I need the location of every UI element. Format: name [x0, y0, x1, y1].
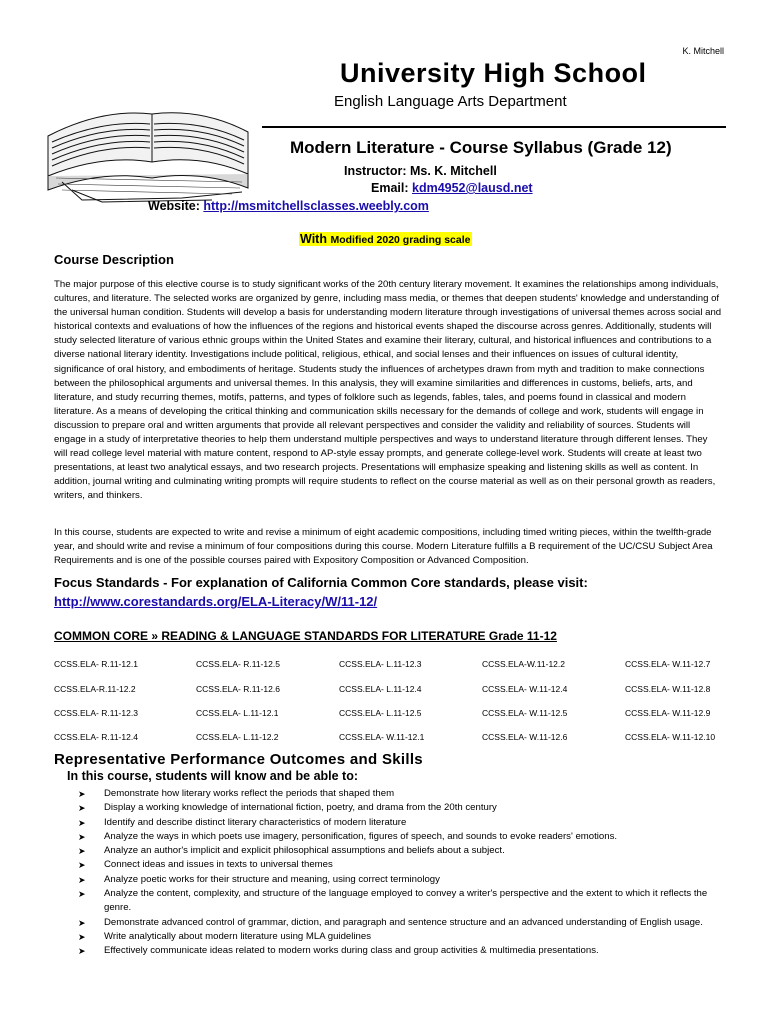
arrow-bullet-icon: ➤	[78, 946, 86, 957]
arrow-bullet-icon: ➤	[78, 817, 86, 828]
list-item	[78, 944, 728, 958]
instructor-line: Instructor: Ms. K. Mitchell	[344, 164, 497, 178]
standard-code: CCSS.ELA- L.11-12.4	[339, 684, 422, 694]
standard-code: CCSS.ELA- R.11-12.5	[196, 659, 280, 669]
list-item	[78, 887, 728, 916]
outcome-text: Write analytically about modern literature using MLA guidelines	[104, 930, 371, 942]
outcomes-subheading: In this course, students will know and be able to:	[67, 769, 359, 783]
focus-standards-heading: Focus Standards - For explanation of California Common Core standards, please visit:	[54, 575, 588, 590]
school-name: University High School	[340, 58, 647, 88]
standard-code: CCSS.ELA- W.11-12.5	[482, 708, 568, 718]
standard-code: CCSS.ELA- R.11-12.4	[54, 732, 138, 742]
outcome-text: Demonstrate advanced control of grammar, diction, and paragraph and sentence structure and an advanced understanding of English usage.	[104, 916, 703, 928]
standard-code: CCSS.ELA- W.11-12.7	[625, 659, 711, 669]
arrow-bullet-icon: ➤	[78, 917, 86, 928]
list-item	[78, 858, 728, 872]
arrow-bullet-icon: ➤	[78, 874, 86, 885]
arrow-bullet-icon: ➤	[78, 831, 86, 842]
outcome-text: Connect ideas and issues in texts to universal themes	[104, 859, 333, 871]
course-description-heading: Course Description	[54, 252, 174, 267]
list-item	[78, 801, 728, 815]
website-line	[148, 199, 429, 213]
grading-scale-note	[299, 232, 472, 246]
list-item	[78, 816, 728, 830]
standard-code: CCSS.ELA- R.11-12.3	[54, 708, 138, 718]
course-description-paragraph: The major purpose of this elective course is to study significant works of the 20th century literary movement. It examines the relationships among individuals, cultures, and literature. The selected works are organized by genre, including mass media, or themes that deepen students' knowledge and understanding of the universal human condition. Students will develop a basis for understanding modern literature through investigations of universal themes across social and historical contexts and evaluations of how the influences of the regions and historical events shaped the discourse across genres. Additionally, students will study selected literature of various ethnic groups within the United States and examine their literary, cultural, and historical influences and contributions to a diverse national literary identity. Investigations include political, religious, ethical, and social lenses and their influences on issues of cultural identity, significance of oral history, and embodiments of heritage. Students study the influences of archetypes drawn from myth and tradition to make connections between the philosophical arguments and universal themes. In this analysis, they will examine similarities and differences in customs, beliefs, arts, and literature, and study recurring themes, motifs, patterns, and types of folklore such as legends, fables, tales, and poems found in classical and modern literature. As a means of developing the critical thinking and communication skills necessary for the demands of college and work, students will engage in discussion to prepare oral and written arguments that provide all relevant perspectives and consider the validity and reliability of sources. Students will engage in a study of interpretative theories to help them understand multiple perspectives and ways to understand literature through different lenses. They will read college level material with mature content, respond to AP-style essay prompts, and generate college-level work. Students will create at least two presentations, at least two analytical essays, and two research projects. Presentations will emphasize speaking and listening skills as well as content. In addition, journal writing and culminating writing prompts will require students to reflect on the course material as well as on their personal growth as readers, writers, and thinkers.	[54, 279, 722, 502]
corestandards-link[interactable]: http://www.corestandards.org/ELA-Literacy/W/11-12/	[54, 594, 378, 609]
author-name: K. Mitchell	[682, 46, 724, 56]
composition-requirements-paragraph: In this course, students are expected to write and revise a minimum of eight academic compositions, including timed writing pieces, within the twelfth-grade year, and should write and revise a minimum of four compositions during this course. Modern Literature fulfills a B requirement of the UC/CSU Subject Area Requirements and is one of the possible courses paired with Expository Composition or Advanced Composition.	[54, 527, 713, 567]
corestandards-link-line	[54, 594, 377, 609]
standard-code: CCSS.ELA- W.11-12.1	[339, 732, 425, 742]
standard-code: CCSS.ELA-R.11-12.2	[54, 684, 136, 694]
outcome-text: Analyze an author's implicit and explicit philosophical assumptions and beliefs about a subject.	[104, 845, 505, 857]
course-title: Modern Literature - Course Syllabus (Grade 12)	[290, 138, 672, 157]
outcome-text: Analyze the content, complexity, and structure of the language employed to convey a writer's perspective and the extent to which it reflects the genre.	[104, 888, 708, 914]
standard-code: CCSS.ELA- L.11-12.3	[339, 659, 422, 669]
website-label: Website:	[148, 199, 200, 213]
list-item	[78, 844, 728, 858]
outcome-text: Analyze poetic works for their structure and meaning, using correct terminology	[104, 873, 440, 885]
standard-code: CCSS.ELA- W.11-12.8	[625, 684, 711, 694]
standard-code: CCSS.ELA- R.11-12.1	[54, 659, 138, 669]
arrow-bullet-icon: ➤	[78, 846, 86, 857]
list-item	[78, 830, 728, 844]
standard-code: CCSS.ELA- R.11-12.6	[196, 684, 280, 694]
grading-text: Modified 2020 grading scale	[330, 234, 471, 246]
standard-code: CCSS.ELA- W.11-12.10	[625, 732, 716, 742]
standard-code: CCSS.ELA-W.11-12.2	[482, 659, 565, 669]
outcomes-heading: Representative Performance Outcomes and Skills	[54, 751, 423, 768]
standard-code: CCSS.ELA- W.11-12.4	[482, 684, 568, 694]
list-item	[78, 916, 728, 930]
grading-with: With	[300, 232, 327, 246]
outcome-text: Demonstrate how literary works reflect the periods that shaped them	[104, 788, 395, 799]
arrow-bullet-icon: ➤	[78, 860, 86, 871]
header-rule	[262, 126, 726, 128]
outcome-text: Display a working knowledge of international fiction, poetry, and drama from the 20th century	[104, 802, 497, 814]
standard-code: CCSS.ELA- L.11-12.2	[196, 732, 279, 742]
website-link[interactable]: http://msmitchellsclasses.weebly.com	[203, 199, 429, 213]
outcomes-list	[78, 787, 728, 959]
arrow-bullet-icon: ➤	[78, 789, 86, 799]
list-item	[78, 930, 728, 944]
outcome-text: Effectively communicate ideas related to modern works during class and group activities & multimedia presentations.	[104, 945, 599, 957]
list-item	[78, 873, 728, 887]
standard-code: CCSS.ELA- L.11-12.1	[196, 708, 279, 718]
standard-code: CCSS.ELA- W.11-12.6	[482, 732, 568, 742]
common-core-heading: COMMON CORE » READING & LANGUAGE STANDARDS FOR LITERATURE Grade 11-12	[54, 629, 557, 643]
arrow-bullet-icon: ➤	[78, 931, 86, 942]
outcome-text: Identify and describe distinct literary characteristics of modern literature	[104, 816, 407, 828]
email-label: Email:	[371, 181, 409, 195]
department-name: English Language Arts Department	[334, 93, 567, 110]
arrow-bullet-icon: ➤	[78, 889, 86, 900]
list-item	[78, 787, 728, 801]
arrow-bullet-icon: ➤	[78, 803, 86, 814]
standard-code: CCSS.ELA- W.11-12.9	[625, 708, 711, 718]
outcome-text: Analyze the ways in which poets use imagery, personification, figures of speech, and sounds to evoke readers' emotions.	[104, 830, 618, 842]
standard-code: CCSS.ELA- L.11-12.5	[339, 708, 422, 718]
email-line	[371, 181, 533, 195]
open-book-illustration	[42, 78, 256, 204]
email-link[interactable]: kdm4952@lausd.net	[412, 181, 533, 195]
